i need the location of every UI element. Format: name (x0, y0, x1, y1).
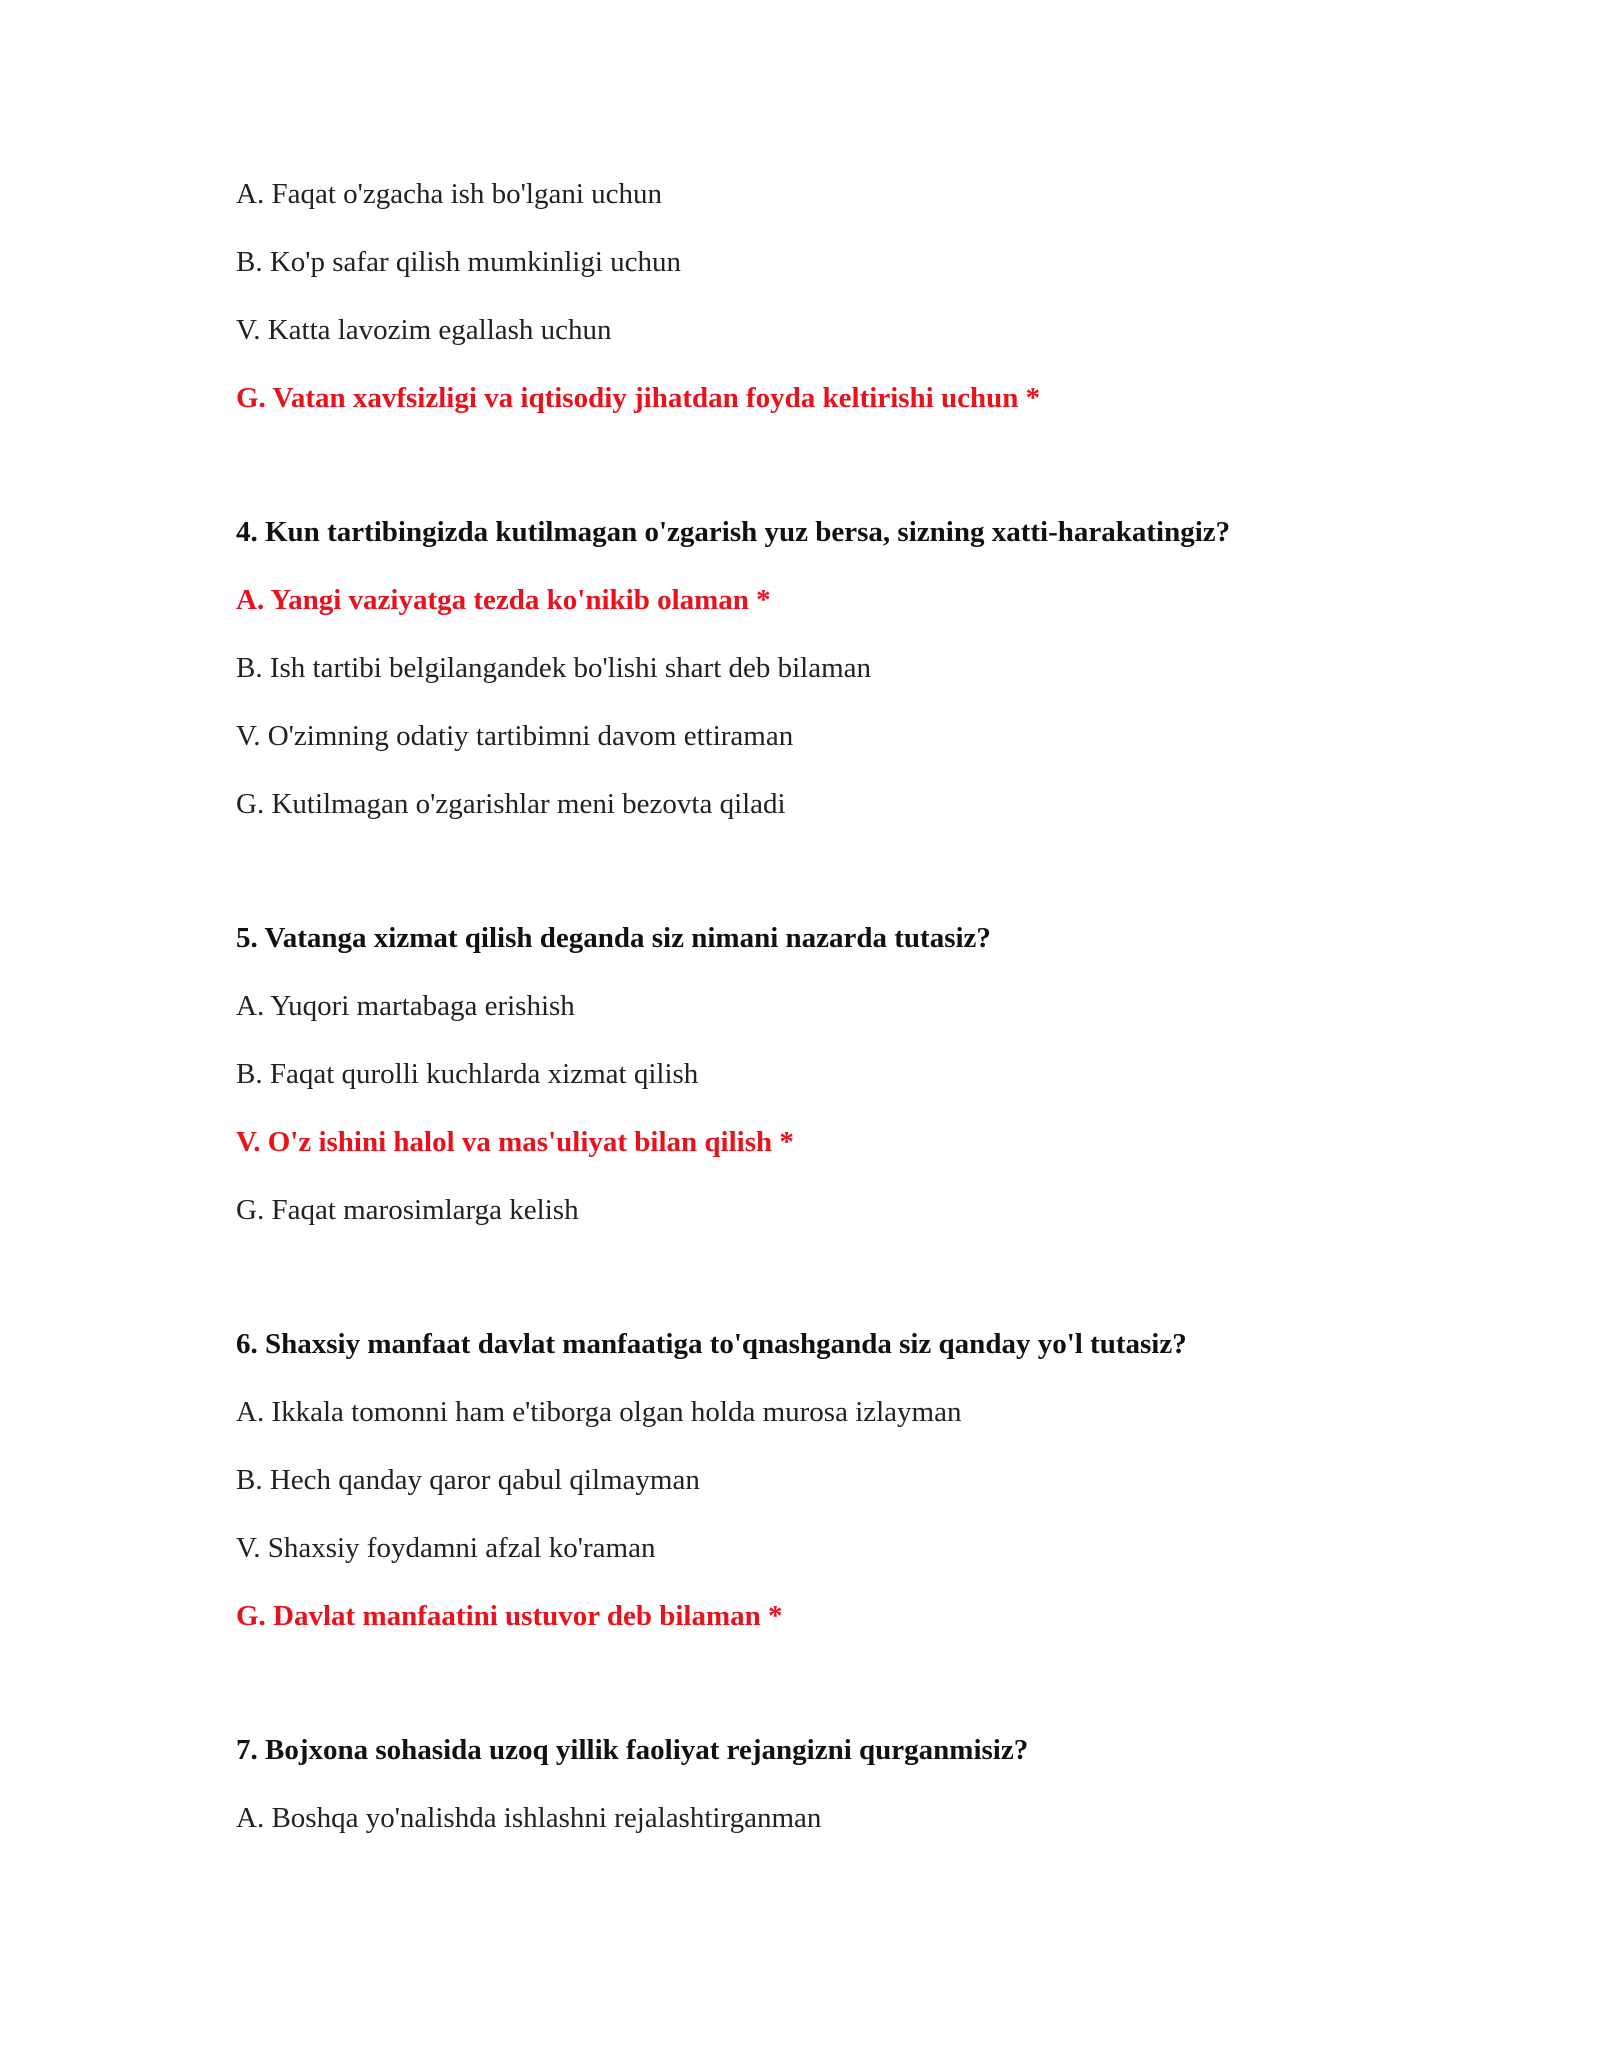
option-5g: G. Faqat marosimlarga kelish (236, 1194, 579, 1226)
option-6b: B. Hech qanday qaror qabul qilmayman (236, 1464, 700, 1496)
document-page (236, 176, 1536, 1868)
question-block-7 (236, 1732, 1536, 1836)
option-3g-correct: G. Vatan xavfsizligi va iqtisodiy jihatdan foyda keltirishi uchun * (236, 382, 1041, 414)
option-4b: B. Ish tartibi belgilangandek bo'lishi shart deb bilaman (236, 652, 872, 684)
question-block-6 (236, 1326, 1536, 1634)
question-6: 6. Shaxsiy manfaat davlat manfaatiga to'qnashganda siz qanday yo'l tutasiz? (236, 1328, 1187, 1360)
option-6v: V. Shaxsiy foydamni afzal ko'raman (236, 1532, 656, 1564)
question-4: 4. Kun tartibingizda kutilmagan o'zgarish yuz bersa, sizning xatti-harakatingiz? (236, 516, 1231, 548)
option-4a-correct: A. Yangi vaziyatga tezda ko'nikib olaman * (236, 584, 771, 616)
option-3b: B. Ko'p safar qilish mumkinligi uchun (236, 246, 682, 278)
option-6a: A. Ikkala tomonni ham e'tiborga olgan holda murosa izlayman (236, 1396, 962, 1428)
option-4v: V. O'zimning odatiy tartibimni davom ettiraman (236, 720, 794, 752)
option-5v-correct: V. O'z ishini halol va mas'uliyat bilan qilish * (236, 1126, 794, 1158)
question-block-4 (236, 514, 1536, 822)
option-5a: A. Yuqori martabaga erishish (236, 990, 575, 1022)
option-3v: V. Katta lavozim egallash uchun (236, 314, 612, 346)
question-block-5 (236, 920, 1536, 1228)
option-3a: A. Faqat o'zgacha ish bo'lgani uchun (236, 178, 663, 210)
option-7a: A. Boshqa yo'nalishda ishlashni rejalashtirganman (236, 1802, 822, 1834)
option-4g: G. Kutilmagan o'zgarishlar meni bezovta qiladi (236, 788, 786, 820)
question-block-3 (236, 176, 1536, 416)
question-5: 5. Vatanga xizmat qilish deganda siz nimani nazarda tutasiz? (236, 922, 991, 954)
option-5b: B. Faqat qurolli kuchlarda xizmat qilish (236, 1058, 699, 1090)
question-7: 7. Bojxona sohasida uzoq yillik faoliyat rejangizni qurganmisiz? (236, 1734, 1029, 1766)
option-6g-correct: G. Davlat manfaatini ustuvor deb bilaman * (236, 1600, 783, 1632)
